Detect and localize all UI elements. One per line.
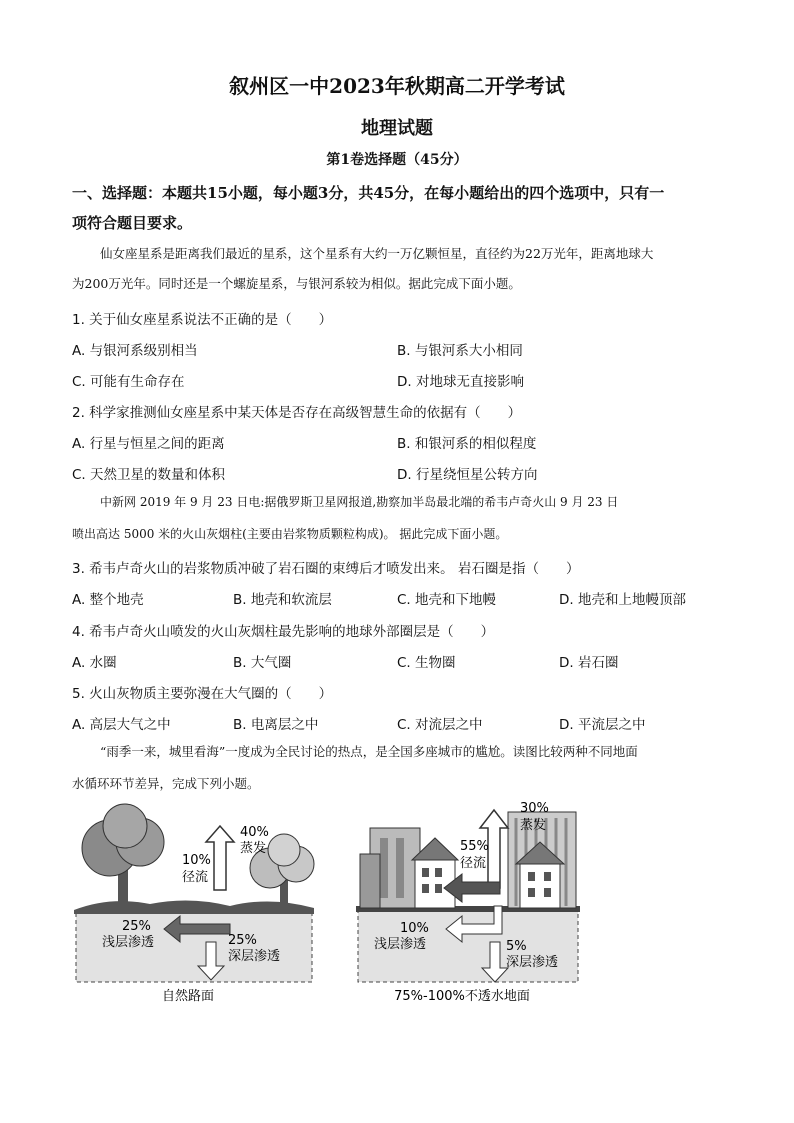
- question-3-option-a: A. 整个地壳: [72, 592, 144, 608]
- question-5-option-a: A. 高层大气之中: [72, 717, 171, 733]
- impervious-deep-label: 深层渗透: [506, 955, 559, 970]
- question-4-option-a: A. 水圈: [72, 655, 117, 671]
- question-2-stem: 2. 科学家推测仙女座星系中某天体是否存在高级智慧生命的依据有（ ）: [72, 405, 522, 421]
- question-1-option-c: C. 可能有生命存在: [72, 374, 185, 390]
- natural-shallow-percent: 25%: [122, 919, 151, 934]
- impervious-surface-caption: 75%-100%不透水地面: [394, 989, 530, 1004]
- passage2-line2: 喷出高达 5000 米的火山灰烟柱(主要由岩浆物质颗粒构成)。 据此完成下面小题。: [72, 527, 508, 541]
- question-1-option-d: D. 对地球无直接影响: [397, 374, 524, 390]
- question-3-option-b: B. 地壳和软流层: [233, 592, 332, 608]
- volume-title: 第1卷选择题（45分）: [326, 152, 468, 168]
- section-heading-line1: 一、选择题：本题共15小题，每小题3分，共45分，在每小题给出的四个选项中，只有一: [72, 184, 665, 202]
- water-cycle-comparison-figure: [70, 798, 590, 1008]
- question-3-stem: 3. 希韦卢奇火山的岩浆物质冲破了岩石圈的束缚后才喷发出来。 岩石圈是指（ ）: [72, 561, 580, 577]
- passage3-line1: “雨季一来，城里看海”一度成为全民讨论的热点，是全国多座城市的尴尬。读图比较两种不同地面: [100, 744, 638, 759]
- exam-title: 叙州区一中2023年秋期高二开学考试: [229, 74, 565, 98]
- natural-runoff-label: 径流: [182, 870, 209, 885]
- natural-deep-percent: 25%: [228, 933, 257, 948]
- question-5-option-b: B. 电离层之中: [233, 717, 319, 733]
- question-4-option-d: D. 岩石圈: [559, 655, 619, 671]
- question-2-option-c: C. 天然卫星的数量和体积: [72, 467, 226, 483]
- question-3-option-d: D. 地壳和上地幔顶部: [559, 592, 686, 608]
- question-4-option-c: C. 生物圈: [397, 655, 456, 671]
- question-4-stem: 4. 希韦卢奇火山喷发的火山灰烟柱最先影响的地球外部圈层是（ ）: [72, 624, 495, 640]
- question-5-stem: 5. 火山灰物质主要弥漫在大气圈的（ ）: [72, 686, 333, 702]
- impervious-shallow-label: 浅层渗透: [374, 937, 427, 952]
- tree-icon: [82, 804, 164, 912]
- question-2-option-d: D. 行星绕恒星公转方向: [397, 467, 538, 483]
- question-5-option-d: D. 平流层之中: [559, 717, 646, 733]
- natural-runoff-percent: 10%: [182, 853, 211, 868]
- natural-evaporation-percent: 40%: [240, 825, 269, 840]
- impervious-deep-percent: 5%: [506, 939, 527, 954]
- passage1-line1: 仙女座星系是距离我们最近的星系，这个星系有大约一万亿颗恒星，直径约为22万光年，距离地球大: [100, 246, 654, 261]
- question-4-option-b: B. 大气圈: [233, 655, 292, 671]
- question-1-option-a: A. 与银河系级别相当: [72, 343, 198, 359]
- passage3-line2: 水循环环节差异，完成下列小题。: [72, 776, 260, 791]
- natural-evaporation-label: 蒸发: [240, 841, 267, 856]
- impervious-shallow-percent: 10%: [400, 921, 429, 936]
- question-1-stem: 1. 关于仙女座星系说法不正确的是（ ）: [72, 312, 333, 328]
- impervious-runoff-label: 径流: [460, 856, 487, 871]
- natural-surface-panel: [74, 804, 314, 1004]
- subject-title: 地理试题: [361, 118, 433, 139]
- question-1-option-b: B. 与银河系大小相同: [397, 343, 523, 359]
- question-3-option-c: C. 地壳和下地幔: [397, 592, 497, 608]
- passage1-line2: 为200万光年。同时还是一个螺旋星系，与银河系较为相似。据此完成下面小题。: [72, 276, 521, 291]
- question-2-option-a: A. 行星与恒星之间的距离: [72, 436, 225, 452]
- question-5-option-c: C. 对流层之中: [397, 717, 483, 733]
- natural-surface-caption: 自然路面: [161, 989, 215, 1004]
- natural-deep-label: 深层渗透: [228, 949, 281, 964]
- section-heading-line2: 项符合题目要求。: [72, 214, 193, 232]
- impervious-evaporation-percent: 30%: [520, 801, 549, 816]
- question-2-option-b: B. 和银河系的相似程度: [397, 436, 537, 452]
- grass-strip: [74, 900, 314, 914]
- impervious-evaporation-label: 蒸发: [520, 818, 547, 833]
- passage2-line1: 中新网 2019 年 9 月 23 日电:据俄罗斯卫星网报道,勘察加半岛最北端的希韦卢奇火山 9 月 23 日: [100, 495, 619, 509]
- impervious-surface-panel: [356, 801, 580, 1004]
- natural-shallow-label: 浅层渗透: [102, 935, 155, 950]
- impervious-runoff-percent: 55%: [460, 839, 489, 854]
